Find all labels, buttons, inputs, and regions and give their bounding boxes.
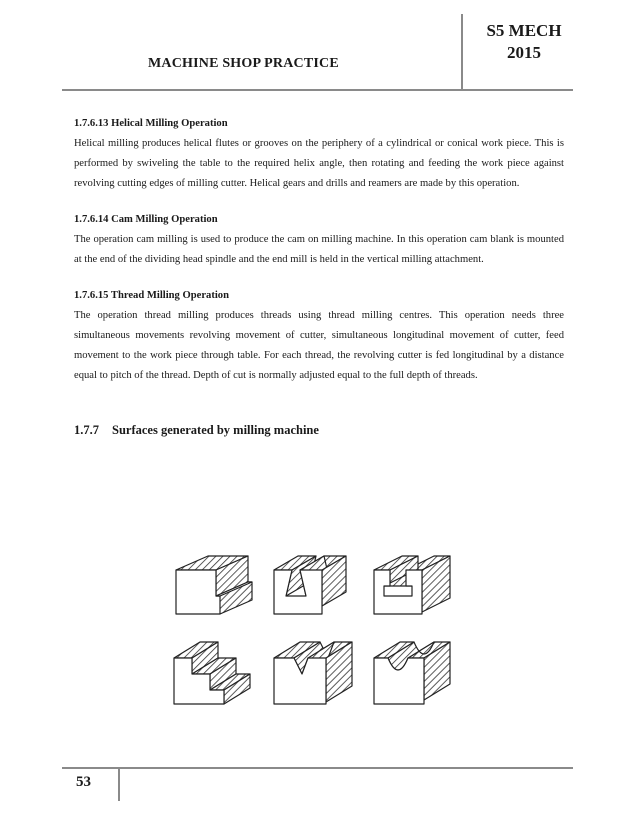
main-heading-number: 1.7.7 bbox=[74, 423, 99, 437]
flat-step-block-illustration bbox=[176, 556, 252, 614]
section-paragraph: The operation cam milling is used to produce the cam on milling machine. In this operation cam blank is mounted at the end of the dividing head spindle and the end mill is held in the vertical milling attachment. bbox=[74, 234, 564, 265]
section-paragraph: The operation thread milling produces threads using thread milling centres. This operation needs three simultaneous movements revolving movement of cutter, simultaneous longitudinal movement of cutter, feed movement to the work piece through table. For each thread, the revolving cutter is fed longitudinal by a distance equal to pitch of the thread. Depth of cut is normally adjusted equal to the full depth of threads. bbox=[74, 310, 564, 381]
section-heading: 1.7.6.14 Cam Milling Operation bbox=[74, 214, 218, 225]
v-groove-block-illustration bbox=[274, 642, 352, 704]
header-divider-vertical bbox=[461, 14, 463, 89]
page-content bbox=[74, 114, 564, 440]
header-badge-year: 2015 bbox=[507, 43, 541, 62]
header-badge bbox=[474, 20, 574, 64]
page-number: 53 bbox=[76, 774, 91, 790]
section-heading: 1.7.6.13 Helical Milling Operation bbox=[74, 118, 228, 129]
header-title: MACHINE SHOP PRACTICE bbox=[148, 56, 339, 71]
main-heading-title: Surfaces generated by milling machine bbox=[112, 423, 319, 437]
section-thread-milling bbox=[74, 286, 564, 386]
section-paragraph: Helical milling produces helical flutes or grooves on the periphery of a cylindrical or conical work piece. This is performed by swiveling the table to the required helix angle, then rotating and feeding the work piece against revolving cutting edges of milling cutter. Helical gears and drills and reamers are made by this operation. bbox=[74, 138, 564, 189]
footer-divider-vertical bbox=[118, 767, 120, 801]
section-heading: 1.7.6.15 Thread Milling Operation bbox=[74, 290, 229, 301]
header-divider bbox=[62, 89, 573, 91]
footer-divider bbox=[62, 767, 573, 769]
dovetail-block-illustration bbox=[274, 556, 346, 614]
section-helical-milling bbox=[74, 114, 564, 194]
section-cam-milling bbox=[74, 210, 564, 270]
double-step-block-illustration bbox=[174, 642, 250, 704]
main-heading-surfaces bbox=[74, 420, 564, 440]
t-slot-block-illustration bbox=[374, 556, 450, 614]
form-groove-block-illustration bbox=[374, 642, 450, 704]
header-badge-course: S5 MECH bbox=[486, 21, 562, 40]
milling-surfaces-figure bbox=[170, 552, 460, 712]
